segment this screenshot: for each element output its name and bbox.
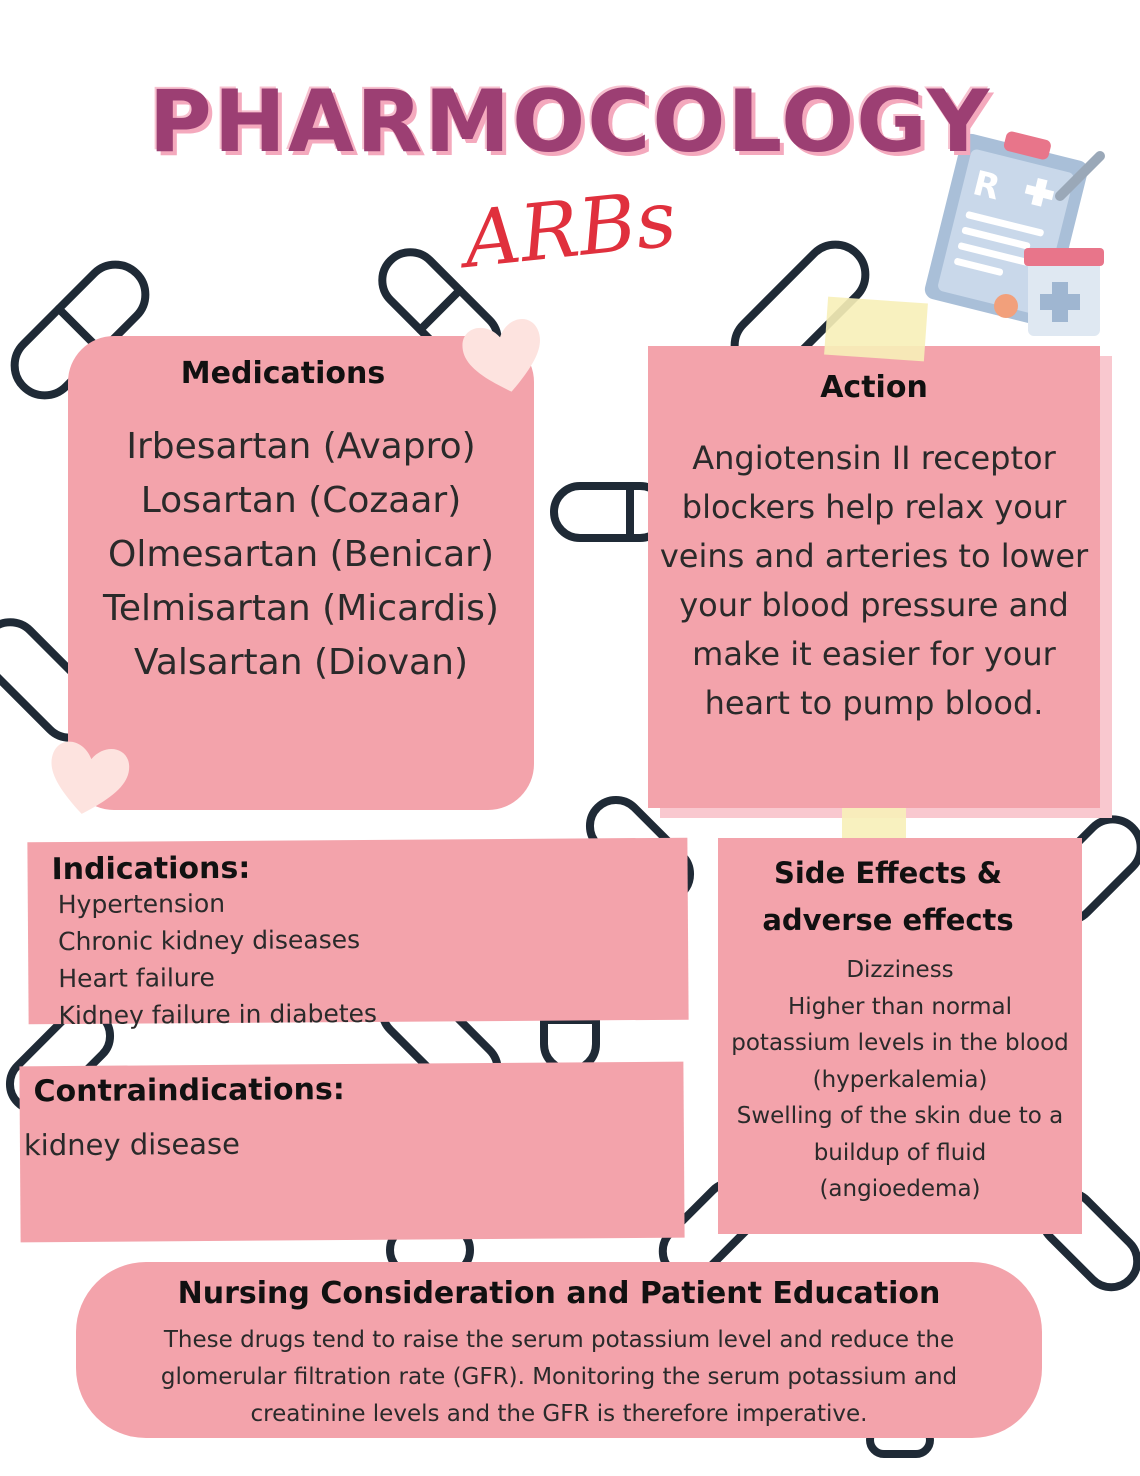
side-effects-heading-line2: adverse effects bbox=[762, 903, 1014, 937]
indications-card bbox=[27, 838, 688, 1031]
list-item: Irbesartan (Avapro) bbox=[126, 426, 476, 467]
list-item: Hypertension bbox=[57, 888, 226, 920]
action-heading: Action bbox=[820, 370, 928, 405]
side-effects-heading bbox=[718, 850, 1058, 944]
contraindications-text: kidney disease bbox=[23, 1126, 241, 1163]
svg-text:R: R bbox=[968, 163, 1005, 209]
list-item: Heart failure bbox=[58, 963, 215, 994]
contraindications-card bbox=[19, 1062, 684, 1243]
list-item: Telmisartan (Micardis) bbox=[103, 588, 499, 629]
medications-card bbox=[68, 336, 534, 810]
medications-heading: Medications bbox=[180, 356, 386, 391]
indications-list bbox=[58, 884, 377, 1034]
contraindications-heading: Contraindications: bbox=[33, 1072, 345, 1110]
side-effects-list bbox=[718, 952, 1082, 1208]
list-item: Chronic kidney diseases bbox=[57, 924, 361, 957]
list-item: Valsartan (Diovan) bbox=[134, 642, 468, 683]
list-item: potassium levels in the blood bbox=[731, 1030, 1069, 1056]
list-item: Swelling of the skin due to a bbox=[736, 1103, 1064, 1129]
side-effects-heading-line1: Side Effects & bbox=[773, 856, 1003, 890]
list-item: Dizziness bbox=[846, 957, 954, 983]
page-title: PHARMOCOLOGY bbox=[148, 72, 992, 172]
list-item: buildup of fluid bbox=[813, 1139, 987, 1166]
list-item: Higher than normal bbox=[788, 993, 1012, 1020]
tape-strip bbox=[824, 297, 928, 362]
action-card bbox=[648, 346, 1100, 808]
list-item: Olmesartan (Benicar) bbox=[107, 534, 494, 575]
indications-heading: Indications: bbox=[51, 850, 251, 888]
heart-icon bbox=[40, 726, 136, 830]
list-item: (hyperkalemia) bbox=[812, 1066, 988, 1093]
medications-list bbox=[68, 420, 534, 690]
nursing-heading: Nursing Consideration and Patient Education bbox=[177, 1276, 941, 1311]
list-item: (angioedema) bbox=[819, 1176, 981, 1202]
list-item: Kidney failure in diabetes bbox=[58, 998, 378, 1031]
heart-icon bbox=[456, 308, 552, 404]
side-effects-card bbox=[718, 838, 1082, 1234]
page-subtitle: ARBs bbox=[459, 174, 681, 286]
nursing-text: These drugs tend to raise the serum potassium level and reduce the glomerular filtration rate (GFR). Monitoring the serum potassium and creatinine levels and the GFR is therefore imperative. bbox=[160, 1327, 958, 1427]
nursing-card bbox=[76, 1262, 1042, 1438]
list-item: Losartan (Cozaar) bbox=[140, 480, 462, 521]
action-text: Angiotensin II receptor blockers help relax your veins and arteries to lower your blood pressure and make it easier for your heart to pump blood. bbox=[659, 439, 1089, 722]
